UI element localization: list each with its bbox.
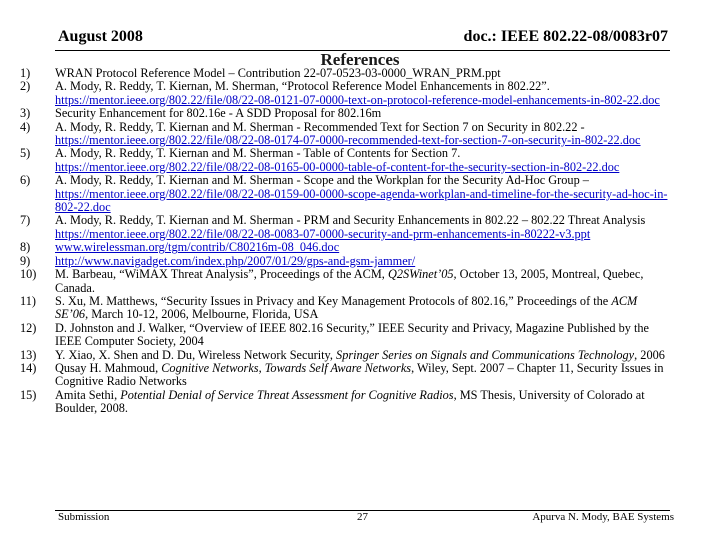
reference-text: A. Mody, R. Reddy, T. Kiernan and M. Sherman - Recommended Text for Section 7 on Security in 802.22 - [55, 119, 585, 134]
reference-text-tail: , 2006 [634, 347, 665, 362]
reference-text: M. Barbeau, “WiMAX Threat Analysis”, Proceedings of the ACM, [55, 267, 388, 282]
reference-text-tail: , MS Thesis, University of Colorado at Boulder, 2008. [55, 387, 645, 416]
footer-submission: Submission [58, 511, 110, 523]
reference-item [20, 295, 672, 322]
reference-text-tail: October 13, 2005, Montreal, Quebec, Canada. [55, 267, 644, 295]
reference-number: 9) [20, 253, 31, 268]
reference-number: 7) [20, 213, 31, 228]
reference-text: Qusay H. Mahmoud, [55, 360, 162, 375]
reference-item [20, 268, 672, 295]
reference-text: A. Mody, R. Reddy, T. Kiernan and M. Sherman - Scope and the Workplan for the Security Ad-Hoc Group – [55, 173, 589, 188]
reference-text: S. Xu, M. Matthews, “Security Issues in Privacy and Key Management Protocols of 802.16,” Proceedings of the [55, 293, 612, 308]
header-doc-id: doc.: IEEE 802.22-08/0083r07 [463, 28, 668, 45]
reference-item [20, 349, 672, 362]
reference-venue: Potential Denial of Service Threat Assessment for Cognitive Radios [120, 387, 454, 402]
reference-text: Security Enhancement for 802.16e - A SDD Proposal for 802.16m [55, 106, 382, 121]
reference-link[interactable]: https://mentor.ieee.org/802.22/file/08/22-08-0121-07-0000-text-on-protocol-reference-model-enhancements-in-802-22.doc [55, 92, 660, 107]
reference-text: A. Mody, R. Reddy, T. Kiernan and M. Sherman - PRM and Security Enhancements in 802.22 – 802.22 Threat Analysis [55, 213, 646, 228]
reference-number: 4) [20, 119, 31, 134]
reference-link[interactable]: http://www.navigadget.com/index.php/2007/01/29/gps-and-gsm-jammer/ [55, 253, 416, 268]
reference-item [20, 67, 672, 80]
reference-item [20, 174, 672, 214]
reference-number: 3) [20, 106, 31, 121]
header-date: August 2008 [58, 28, 143, 45]
reference-link[interactable]: https://mentor.ieee.org/802.22/file/08/22-08-0165-00-0000-table-of-content-for-the-security-section-in-802-22.doc [55, 159, 620, 174]
reference-item [20, 362, 672, 389]
reference-link[interactable]: https://mentor.ieee.org/802.22/file/08/22-08-0083-07-0000-security-and-prm-enhancements-in-80222-v3.ppt [55, 226, 591, 241]
reference-text: A. Mody, R. Reddy, T. Kiernan, M. Sherman, “Protocol Reference Model Enhancements in 802.22”. [55, 79, 550, 94]
reference-text-tail: , Wiley, Sept. 2007 – Chapter 11, Security Issues in Cognitive Radio Networks [55, 360, 664, 389]
reference-venue: Springer Series on Signals and Communications Technology [336, 347, 635, 362]
reference-number: 10) [20, 267, 37, 282]
reference-number: 1) [20, 66, 31, 80]
reference-item [20, 322, 672, 349]
reference-number: 13) [20, 347, 37, 362]
reference-number: 15) [20, 387, 37, 402]
reference-text: Y. Xiao, X. Shen and D. Du, Wireless Network Security, [55, 347, 337, 362]
reference-link[interactable]: https://mentor.ieee.org/802.22/file/08/22-08-0159-00-0000-scope-agenda-workplan-and-timeline-for-the-security-ad-hoc-in-802-22.doc [55, 186, 668, 215]
reference-venue: Q2SWinet’05, [387, 267, 457, 282]
reference-list [20, 67, 672, 416]
reference-number: 11) [20, 293, 36, 308]
reference-item [20, 241, 672, 254]
reference-item [20, 255, 672, 268]
reference-text: D. Johnston and J. Walker, “Overview of IEEE 802.16 Security,” IEEE Security and Privacy, Magazine Published by the IEEE Computer Society, 2004 [55, 320, 649, 349]
reference-number: 2) [20, 79, 31, 94]
page-number: 27 [357, 511, 368, 523]
reference-number: 8) [20, 240, 31, 255]
reference-link[interactable]: www.wirelessman.org/tgm/contrib/C80216m-08_046.doc [55, 240, 340, 255]
reference-link[interactable]: https://mentor.ieee.org/802.22/file/08/22-08-0174-07-0000-recommended-text-for-section-7-on-security-in-802-22.doc [55, 133, 641, 148]
page-title: References [320, 50, 400, 69]
reference-item [20, 107, 672, 120]
reference-venue: Cognitive Networks, Towards Self Aware Networks [161, 360, 412, 375]
reference-number: 5) [20, 146, 31, 161]
reference-item [20, 147, 672, 174]
reference-item [20, 389, 672, 416]
reference-text-tail: , March 10-12, 2006, Melbourne, Florida, USA [85, 307, 319, 322]
reference-text: A. Mody, R. Reddy, T. Kiernan and M. Sherman - Table of Contents for Section 7. [55, 146, 461, 161]
reference-text: Amita Sethi, [55, 387, 121, 402]
footer-author: Apurva N. Mody, BAE Systems [532, 511, 674, 523]
reference-venue: ACM SE’06 [55, 293, 638, 322]
reference-item [20, 121, 672, 148]
reference-text: WRAN Protocol Reference Model – Contribution 22-07-0523-03-0000_WRAN_PRM.ppt [55, 66, 501, 80]
reference-item [20, 214, 672, 241]
reference-number: 6) [20, 173, 31, 188]
reference-item [20, 80, 672, 107]
reference-number: 14) [20, 360, 37, 375]
reference-number: 12) [20, 320, 37, 335]
